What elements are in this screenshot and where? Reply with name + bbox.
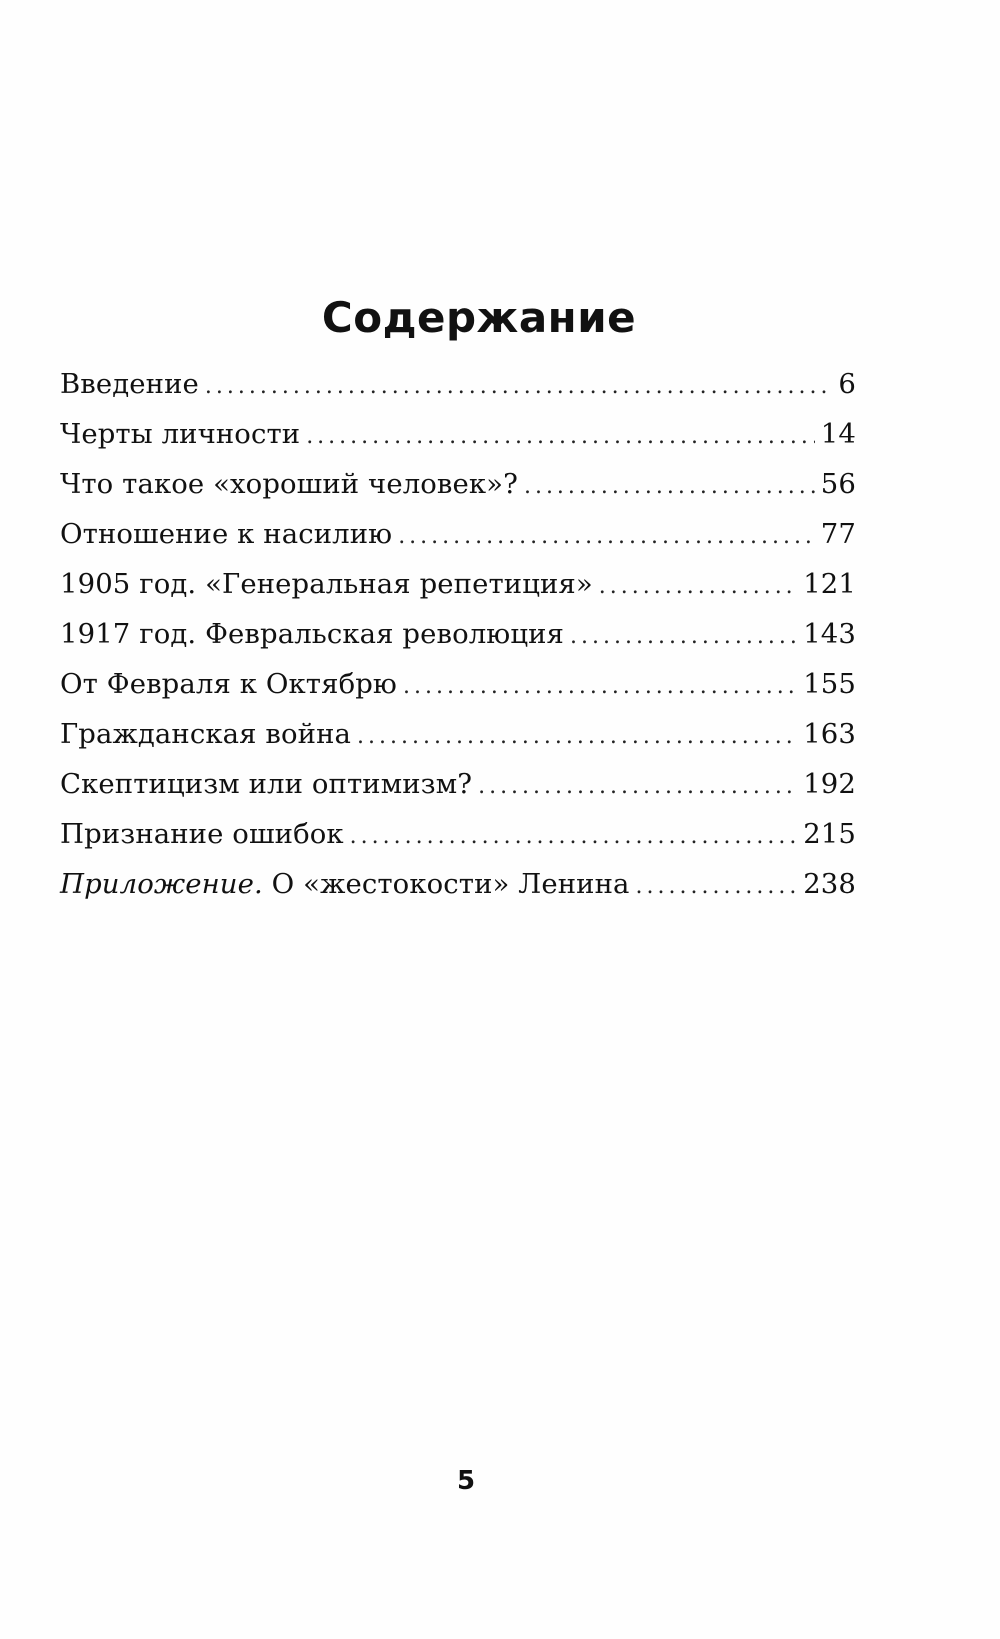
toc-entry [60, 712, 856, 762]
toc-entry-title [60, 762, 472, 806]
toc-entry-label: Скептицизм или оптимизм? [60, 768, 473, 800]
toc-entry-title [60, 562, 593, 606]
toc-entry [60, 762, 856, 812]
toc-entry-page: 143 [803, 618, 856, 650]
toc-entry-title [60, 862, 630, 906]
dot-leader [350, 815, 798, 859]
toc-entry [60, 412, 856, 462]
toc-entry-label: Отношение к насилию [60, 518, 393, 550]
toc-entry [60, 862, 856, 912]
toc-entry-title [60, 462, 518, 506]
toc-entry-page: 155 [803, 668, 856, 700]
toc-entry-label: От Февраля к Октябрю [60, 668, 397, 700]
toc-entry-label: Признание ошибок [60, 818, 344, 850]
toc-entry-title [60, 712, 351, 756]
toc-entry-page: 163 [803, 718, 856, 750]
toc-entry [60, 612, 856, 662]
toc-entry-title [60, 512, 392, 556]
toc-entry [60, 512, 856, 562]
dot-leader [205, 365, 832, 409]
dot-leader [398, 515, 815, 559]
toc-entry-label: 1905 год. «Генеральная репетиция» [60, 568, 593, 600]
toc-entry-page: 121 [803, 568, 856, 600]
dot-leader [524, 465, 815, 509]
toc-entry-page: 215 [803, 818, 856, 850]
toc-entry-page: 56 [820, 468, 856, 500]
toc-entry-label: Что такое «хороший человек»? [60, 468, 518, 500]
toc-entry-title [60, 612, 564, 656]
dot-leader [599, 565, 797, 609]
toc-entry-label: О «жестокости» Ленина [262, 868, 630, 900]
toc-entry-title [60, 412, 300, 456]
toc-entry [60, 362, 856, 412]
dot-leader [570, 615, 797, 659]
dot-leader [403, 665, 797, 709]
toc-entry-page: 238 [803, 868, 856, 900]
toc-entry-page: 77 [820, 518, 856, 550]
dot-leader [478, 765, 797, 809]
toc-entry [60, 662, 856, 712]
dot-leader [306, 415, 815, 459]
toc-entry-label: Черты личности [60, 418, 301, 450]
table-of-contents [60, 362, 856, 912]
toc-entry [60, 462, 856, 512]
toc-entry-label: Введение [60, 368, 199, 400]
toc-entry-label: Гражданская война [60, 718, 352, 750]
toc-entry-prefix: Приложение. [60, 868, 263, 900]
dot-leader [357, 715, 797, 759]
toc-entry-page: 14 [820, 418, 856, 450]
toc-entry-title [60, 812, 344, 856]
toc-entry [60, 562, 856, 612]
toc-entry-title [60, 362, 199, 406]
toc-entry-page: 192 [803, 768, 856, 800]
toc-entry-label: 1917 год. Февральская революция [60, 618, 564, 650]
toc-entry [60, 812, 856, 862]
page-title: Содержание [321, 293, 637, 342]
toc-entry-page: 6 [838, 368, 856, 400]
page-number: 5 [456, 1466, 476, 1496]
toc-entry-title [60, 662, 397, 706]
dot-leader [636, 865, 798, 909]
